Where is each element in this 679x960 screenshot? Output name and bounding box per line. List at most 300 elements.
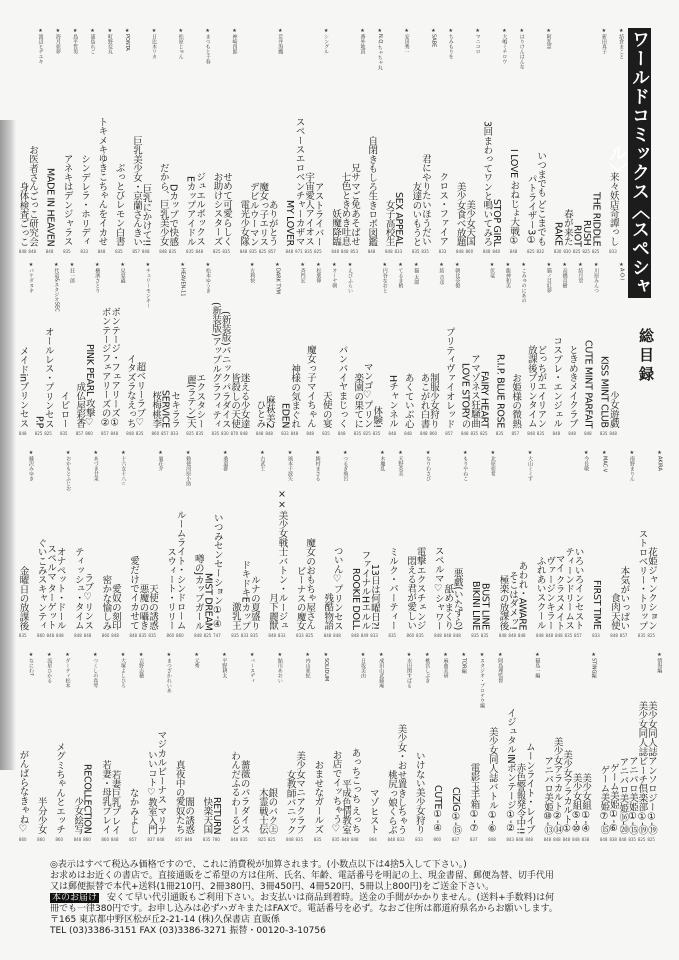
book-title: ルームライト・シンドローム [174, 510, 186, 630]
book-title: ROOKIE DOLL [349, 568, 361, 630]
book-price: 848 [195, 249, 204, 254]
author-name: ★ なにわ? [28, 652, 33, 676]
author-group [255, 262, 280, 436]
book-entry [367, 28, 377, 254]
author-name: ★ えびふらい [347, 262, 352, 293]
book-entry [572, 28, 582, 254]
book-entry [388, 450, 398, 638]
author-name: ★ 日比木リカ [151, 28, 156, 59]
author-group [509, 28, 525, 254]
book-price: 835 [470, 431, 479, 436]
book-price: 837 [147, 837, 155, 842]
book-title: MADE IN HEAVEN [44, 167, 56, 246]
book-price: 848 [434, 633, 442, 638]
author-group [470, 450, 495, 638]
cod-note-2: 冊でも一律380円です。お申し込みは必ずハガキまたはFAXで。電話番号を必ず。なおご住所は都道府県名からお願いします。 [50, 904, 558, 914]
book-entry [429, 262, 439, 436]
book-price: 848 [159, 249, 167, 254]
book-price: 857 [132, 249, 141, 254]
book-title: Eカップアイドル [184, 175, 196, 246]
book-entry [195, 262, 205, 436]
book-title: 成仏屋彩香 [74, 381, 86, 428]
book-title: ミルク・パーティー [387, 547, 398, 630]
author-name: ★ オーヤ朝 [331, 262, 336, 288]
book-title: ひとみ [254, 400, 266, 428]
book-price: 835 [63, 249, 71, 254]
book-entry [54, 652, 64, 842]
book-title: エクスタシー [194, 372, 206, 428]
book-entry [406, 450, 416, 638]
book-price: 825 [647, 633, 656, 638]
book-price: 848 [230, 837, 239, 842]
book-title: KISS MINT CLUB [598, 356, 610, 428]
author-group [18, 652, 34, 842]
book-entry [536, 262, 546, 436]
book-price: 825 [591, 249, 600, 254]
book-entry [114, 28, 124, 254]
book-title: P.P [33, 415, 45, 428]
book-title: マジカルビーナス マリナ [155, 730, 167, 834]
author-group [411, 28, 436, 254]
book-title: 少女遊戯 [607, 391, 619, 428]
book-title: デビルウーマン [247, 181, 259, 246]
author-group [114, 28, 130, 254]
author-name: ★ 阿島理監督 [497, 652, 502, 683]
book-price: 835 [313, 837, 322, 842]
author-name: ★ 浦島れご [89, 28, 94, 54]
book-title: コスプレ・エンジェル [551, 335, 563, 428]
book-price: 835 [186, 249, 194, 254]
book-entry [59, 262, 69, 436]
author-name: ★ 桃宮しぶき [424, 652, 429, 683]
book-title: 若妻巨乳プレイ [109, 769, 121, 834]
catalog-band-2 [18, 262, 624, 436]
author-name: ★ 吉野志穂 [138, 652, 143, 678]
book-price: 848 [562, 837, 571, 842]
book-title: 快楽天国 [201, 797, 213, 834]
book-title: そこはダメッ! [507, 571, 518, 630]
author-name: ★ 結 音彦 [439, 262, 444, 285]
author-group [100, 262, 125, 436]
book-title: 桃尻っ娘くらぶ [386, 769, 398, 834]
book-entry [637, 652, 647, 842]
book-price: 825 [637, 837, 646, 842]
book-title: 美少女アラカルト① [561, 749, 573, 834]
book-price: 860 [176, 633, 184, 638]
book-entry [43, 262, 53, 436]
book-entry [258, 28, 268, 254]
author-group [505, 652, 540, 842]
author-name: ★ はりけんはんな [519, 28, 524, 69]
book-entry [110, 262, 120, 436]
book-title: アネキはデンジャラス [61, 153, 73, 246]
book-price: 835 [250, 633, 258, 638]
book-price: 860 [406, 633, 415, 638]
book-title: 銀のバク㊤ [266, 787, 278, 834]
book-title: マンゴ♡プリン [361, 362, 373, 428]
book-title: MIST DREAM [202, 572, 214, 630]
author-name: ★ 代竜&スタジオSEC [53, 262, 58, 312]
book-entry [562, 28, 572, 254]
book-entry [166, 450, 176, 638]
book-entry [101, 450, 111, 638]
book-price: 848 [350, 837, 359, 842]
author-group [185, 262, 210, 436]
book-title: イピロー [58, 391, 70, 428]
book-price: 848 [83, 633, 92, 638]
book-title: 本気がいっぱい [618, 565, 630, 630]
book-entry [267, 652, 277, 842]
author-name: ★ つるぎ飛呂 [342, 450, 347, 481]
book-entry [84, 262, 94, 436]
book-title: 身体検査ごっこ [17, 181, 29, 246]
book-title: 天使の誘惑 [147, 583, 158, 630]
book-entry [438, 28, 448, 254]
book-title: 放課後プリンタイム [525, 345, 537, 428]
book-price: 835 [222, 249, 231, 254]
book-price: 857 [175, 837, 183, 842]
book-title: 悪戯(いたずら) [451, 567, 463, 630]
author-group [193, 450, 228, 638]
book-price: 848 [509, 249, 518, 254]
book-price: 848 [488, 837, 496, 842]
author-name: ★ 元秀 [194, 652, 199, 668]
book-price: 835 [195, 431, 204, 436]
book-entry [411, 28, 421, 254]
cod-note [50, 893, 650, 904]
book-price: 853 [350, 249, 358, 254]
book-price: 835 [421, 249, 429, 254]
book-title: CiZiG①-⑮ [450, 786, 462, 834]
book-entry [304, 28, 314, 254]
book-entry [128, 652, 138, 842]
book-title: 少女絵写 [72, 797, 84, 834]
book-title: スウィート・リリー [165, 547, 177, 630]
author-group [101, 450, 126, 638]
book-price: 835 [331, 837, 340, 842]
book-entry [415, 450, 425, 638]
book-title: ××美少女戦士バトン・ルージュ [276, 488, 288, 630]
book-price: 833 [240, 633, 249, 638]
author-name: ★ 藤沢みゆき [28, 450, 33, 481]
book-entry [34, 262, 44, 436]
book-entry [487, 652, 497, 842]
book-entry [567, 262, 577, 436]
book-title: トキメキゆきこちゃんをイカせ [96, 117, 108, 246]
book-price: 848 [56, 633, 64, 638]
book-price: 848 [525, 837, 533, 842]
book-title: メグミちゃんとエッチ [53, 741, 65, 834]
book-title: PINK PEARL 攻撃♡ [83, 344, 95, 428]
author-group [591, 450, 607, 638]
book-title: ぐいこみスキャンティ [35, 537, 47, 630]
book-title: 美少女同人誌ピーチ倶楽部①-⑲ [636, 700, 648, 834]
author-name: ★ 円谷なおと [382, 262, 387, 293]
book-entry [110, 652, 120, 842]
book-title: ぶっとびレモン白書 [113, 163, 125, 246]
book-price: 848 [240, 431, 248, 436]
book-price: 848 [498, 633, 507, 638]
book-entry [552, 262, 562, 436]
book-title: 食肉天使 [608, 593, 620, 630]
shipping-note: 又は郵便振替で本代+送料(1冊210円、2冊380円、3冊450円、4冊520円、5冊以上800円)をご送金下さい。 [50, 882, 495, 892]
book-price: 857 [100, 431, 109, 436]
book-entry [18, 262, 28, 436]
book-title: 平成色情教室 [340, 778, 352, 834]
book-price: 848 [388, 431, 397, 436]
book-title: ときめきメイクラブ [566, 345, 578, 428]
book-title: 麗(ラテン)天 [184, 375, 196, 428]
book-title: 女子高校生 [383, 199, 395, 246]
book-price: 747 [213, 633, 221, 638]
book-price: 848 [351, 633, 359, 638]
book-entry [110, 450, 120, 638]
author-name: ★ 荒井海鷹 [277, 28, 282, 54]
book-title: 友達のいもうと [410, 181, 422, 246]
book-title: 麻萩美2 [263, 394, 275, 428]
cod-text: 安くて早い代引通販もご利用下さい。お支払いは商品到着時。送金の手間がかかりません。(送料+手数料)は何 [107, 893, 555, 903]
author-group [384, 28, 409, 254]
book-title: SERVICE [159, 390, 171, 428]
book-entry [350, 652, 360, 842]
book-title: FIRST TIME [590, 580, 602, 630]
book-title: RETURN [210, 796, 222, 834]
author-group [280, 262, 305, 436]
book-title: がんばらなきゃね♡ [17, 749, 29, 834]
book-entry [349, 28, 359, 254]
book-entry [599, 652, 609, 842]
book-entry [591, 28, 601, 254]
book-price: 848 [568, 431, 576, 436]
author-group [129, 450, 164, 638]
book-title: アニパロ美姫①-⑮ [626, 755, 638, 834]
book-entry [148, 450, 158, 638]
author-name: ★ 方利快 [249, 262, 254, 283]
author-group [73, 450, 98, 638]
book-price: 857 [161, 431, 169, 436]
author-group [337, 262, 353, 436]
author-group [211, 262, 255, 436]
ordering-info [50, 860, 650, 937]
book-entry [469, 652, 479, 842]
book-title: 妖魔降臨 [329, 209, 341, 246]
book-title: メイドinプリンセス [17, 346, 29, 428]
author-group [285, 652, 310, 842]
book-entry [619, 450, 629, 638]
book-entry [175, 450, 185, 638]
book-price: 835 [480, 633, 489, 638]
book-entry [249, 450, 259, 638]
book-price: 860 [37, 837, 45, 842]
book-title: RIOT [571, 224, 583, 246]
author-name: ★ SOLIDUM [323, 652, 328, 681]
book-price: 848 [285, 249, 294, 254]
book-entry [353, 262, 363, 436]
author-name: ★ 島平哲男 [72, 28, 77, 54]
book-title: クロス・ファイア [437, 172, 449, 246]
book-price: 848 [610, 633, 618, 638]
author-group [406, 450, 431, 638]
book-price: 848 [333, 633, 341, 638]
book-price: 848 [404, 431, 412, 436]
book-price: 848 [18, 249, 27, 254]
book-price: 849 [360, 633, 369, 638]
author-group [151, 262, 186, 436]
book-price: 860 [465, 249, 474, 254]
book-price: 860 [85, 431, 93, 436]
book-entry [230, 262, 240, 436]
book-title: 体験! [371, 406, 383, 428]
book-price: 833 [281, 431, 289, 436]
book-price: 835 [637, 633, 646, 638]
book-price: 835 [495, 431, 504, 436]
author-name: ★ TOR編 [461, 652, 466, 673]
book-title: 木霊戦士伝 [256, 787, 268, 834]
author-group [257, 652, 282, 842]
book-title: FAIRY HEART [478, 371, 490, 428]
book-title: あくていぶ心 [402, 372, 414, 428]
book-title: ゲーム美姫①-⑥ [607, 763, 619, 834]
book-price: 825 [479, 431, 488, 436]
book-price: 848 [367, 249, 376, 254]
book-title: 魔女のおもちゃ屋さん [304, 537, 316, 630]
book-title: 3回まわってワンと鳴いてみろ [481, 120, 493, 246]
author-name: ★ A·O·I [618, 262, 623, 280]
book-title: ラブ♡リンス [82, 573, 94, 630]
publisher-address: 〒165 東京都中野区松が丘2-21-14 (株)久保書店 直販係 [50, 915, 280, 925]
book-price: 857 [268, 249, 276, 254]
book-entry [495, 262, 505, 436]
book-price: 848 [286, 837, 294, 842]
book-price: 857 [619, 633, 628, 638]
book-title: 極楽の放課後 [497, 574, 509, 630]
book-entry [277, 450, 287, 638]
book-title: 美少女アラカルト②-⑭ [551, 737, 563, 834]
book-title: せめて可愛らしく [220, 172, 232, 246]
author-group [321, 262, 337, 436]
book-entry [553, 28, 563, 254]
book-entry [414, 652, 424, 842]
book-title: シンデレラ・ホリディ [78, 153, 90, 246]
author-group [36, 652, 52, 842]
book-price: 848 [492, 249, 500, 254]
book-title: 闇の誘惑 [183, 797, 195, 834]
author-name: ★ 流星ひかる [46, 652, 51, 683]
book-price: 848 [331, 249, 339, 254]
book-price: 835 [471, 633, 479, 638]
book-entry [151, 262, 161, 436]
book-entry [396, 652, 406, 842]
book-title: お助けシスターズ [211, 172, 223, 246]
author-name: ★ 木魔乱 [379, 450, 384, 471]
author-name: ★ MAC·V [601, 450, 606, 472]
book-title: 花姫ジャンクション [646, 547, 657, 630]
author-name: ★ 水田関すばる [406, 652, 411, 688]
book-entry [482, 28, 492, 254]
author-name: ★ 天野英美 [398, 450, 403, 476]
book-entry [295, 652, 305, 842]
author-group [553, 28, 607, 254]
book-title: 自閉きもしろ生きロボ図鑑 [366, 135, 378, 246]
author-group [54, 652, 70, 842]
book-price: 848 [28, 249, 37, 254]
book-entry [129, 450, 139, 638]
book-price: 835 [416, 633, 424, 638]
book-price: 835 [59, 431, 68, 436]
book-title: MY LOVER [284, 200, 296, 246]
book-title: スペースエロベンチャーカザマ [293, 117, 305, 246]
author-name: ★ こみゅのにあの [521, 262, 526, 303]
author-name: ★ 川原みんつ [593, 262, 598, 293]
author-group [285, 28, 329, 254]
author-group [174, 652, 199, 842]
book-title: 愛奴の刻印 [109, 583, 121, 630]
book-title: 真夜中の愛奴たち [173, 760, 185, 834]
author-group [230, 450, 265, 638]
book-title: 電光少女隊 [238, 199, 250, 246]
book-price: 848 [46, 633, 55, 638]
book-entry [168, 28, 178, 254]
author-name: ★ N.Q.ちゃちゃ丸 [377, 28, 382, 70]
book-price: 848 [18, 431, 27, 436]
author-group [482, 28, 507, 254]
book-price: 848 [385, 249, 393, 254]
book-title: SEX APPEAL [393, 191, 405, 246]
author-group [526, 262, 551, 436]
author-group [97, 28, 113, 254]
book-price: 860 [55, 837, 64, 842]
book-price: 833 [296, 633, 304, 638]
book-title: あこがれ白書 [418, 372, 430, 428]
book-title: おませなガールズ [312, 760, 324, 834]
author-group [313, 652, 329, 842]
book-entry [591, 450, 601, 638]
book-title: RECOLLECTION [81, 764, 93, 834]
book-title: アストライバー [312, 181, 324, 246]
book-price: 825 [526, 249, 535, 254]
author-name: ★ 見覚蟲 [120, 262, 125, 283]
author-name: ★ 番外地貫 [359, 28, 364, 54]
author-name: ★ パケダヌキ [28, 262, 33, 293]
author-name: ★ マニコロ [475, 28, 480, 54]
author-group [79, 28, 95, 254]
author-name: ★ 斉門宏 [300, 262, 305, 283]
book-price: 830 [221, 431, 229, 436]
author-group [75, 262, 100, 436]
author-group [609, 450, 634, 638]
book-price: 848 [126, 431, 134, 436]
author-group [368, 652, 384, 842]
book-title: I LOVE おねじょ大戦① [508, 148, 520, 246]
book-title: Hチャンネル [386, 375, 398, 428]
book-title: ジュエルボックス [194, 172, 206, 246]
book-entry [470, 262, 480, 436]
book-title: 噂のJカップガール [192, 553, 204, 630]
book-entry [451, 652, 461, 842]
author-group [100, 652, 125, 842]
book-title: 若妻・母乳プレイ [99, 760, 111, 834]
book-title: 迷える少女達 [238, 372, 250, 428]
book-title: 宇宙愛人アイオス [303, 172, 315, 246]
author-group [608, 28, 624, 254]
book-title: 魔女っ子エリス [257, 181, 269, 246]
author-group [18, 28, 43, 254]
book-entry [369, 450, 379, 638]
book-title: ファイナルHエルル [359, 549, 371, 630]
book-title: 美少女組⑤-⑩ [570, 772, 582, 834]
book-price: 848 [584, 431, 592, 436]
book-price: 835 [304, 249, 313, 254]
